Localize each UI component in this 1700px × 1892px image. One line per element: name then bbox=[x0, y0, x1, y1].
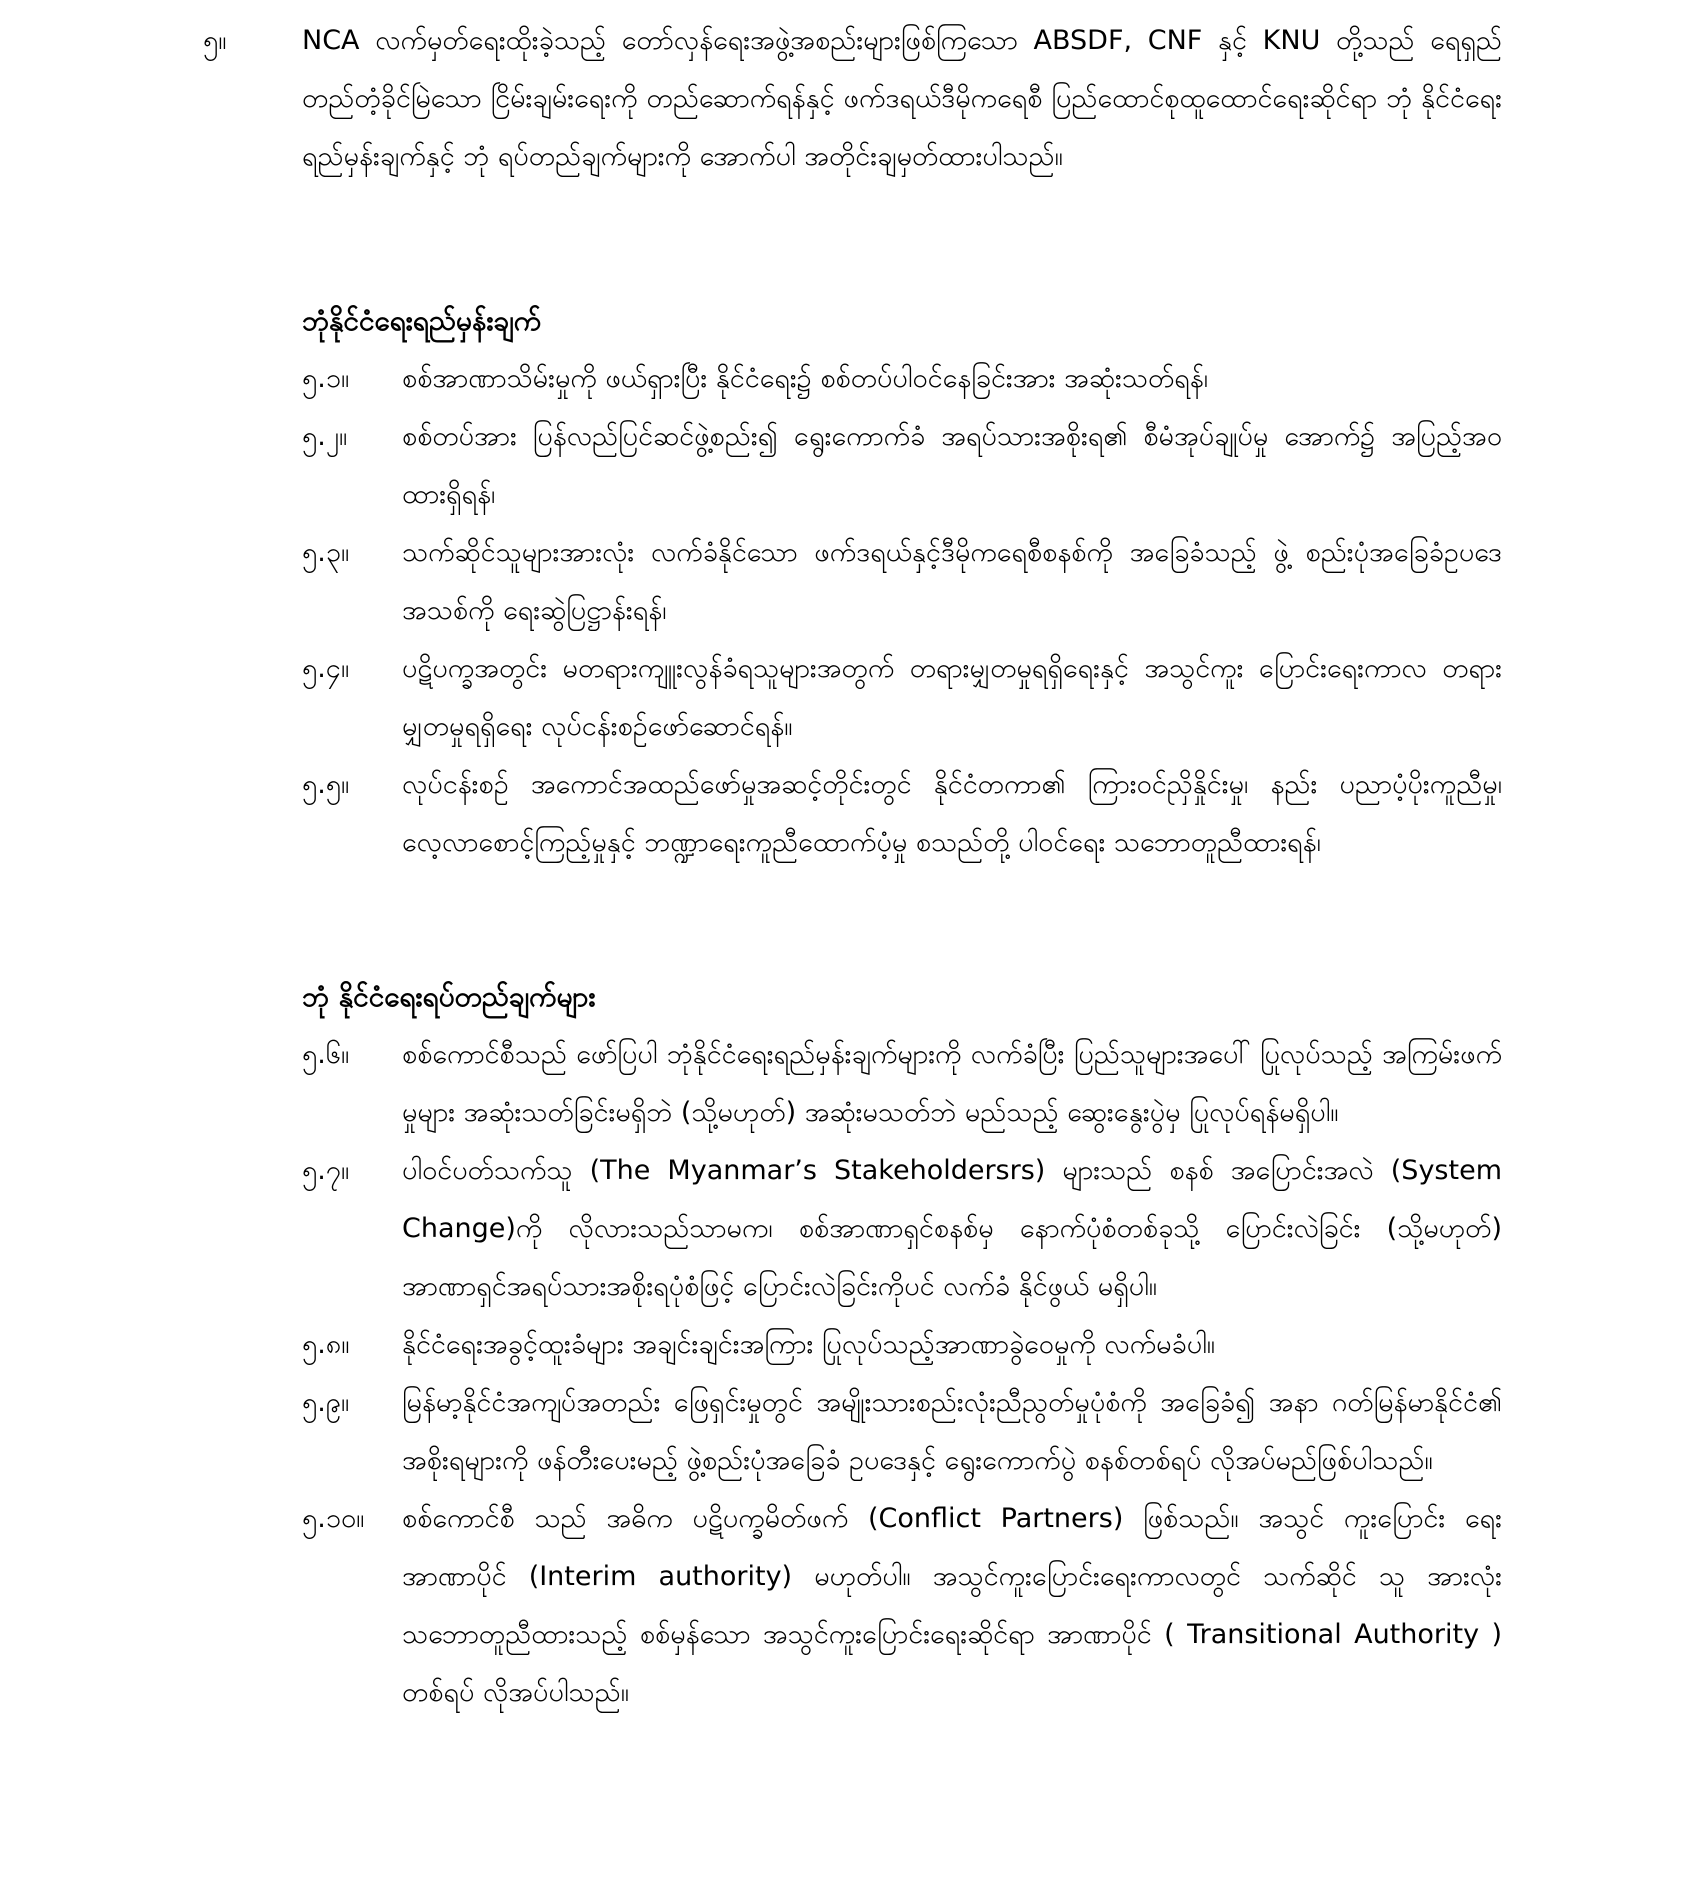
item-number: ၅.၃။ bbox=[302, 537, 350, 568]
list-item bbox=[302, 1142, 1502, 1316]
item-number: ၅.၈။ bbox=[302, 1329, 350, 1360]
item-text: စစ်ကောင်စီသည် ဖော်ပြပါ ဘုံနိုင်ငံရေးရည်မှန်းချက်များကို လက်ခံပြီး ပြည်သူများအပေါ် ပြုလုပ်သည့် အကြမ်းဖက်မှုများ အဆုံးသတ်ခြင်းမရှိဘဲ (သို့မဟုတ်) အဆုံးမသတ်ဘဲ မည်သည့် ဆွေးနွေးပွဲမှ ပြုလုပ်ရန်မရှိပါ။ bbox=[402, 1039, 1502, 1128]
section-intro-paragraph: NCA လက်မှတ်ရေးထိုးခဲ့သည့် တော်လှန်ရေးအဖွဲ့အစည်းများဖြစ်ကြသော ABSDF, CNF နှင့် KNU တို့သည် ရေရှည်တည်တံ့ခိုင်မြဲသော ငြိမ်းချမ်းရေးကို တည်ဆောက်ရန်နှင့် ဖက်ဒရယ်ဒီမိုကရေစီ ပြည်ထောင်စုထူထောင်ရေးဆိုင်ရာ ဘုံ နိုင်ငံရေးရည်မှန်းချက်နှင့် ဘုံ ရပ်တည်ချက်များကို အောက်ပါ အတိုင်းချမှတ်ထားပါသည်။ bbox=[302, 25, 1502, 172]
item-text: မြန်မာ့နိုင်ငံအကျပ်အတည်း ဖြေရှင်းမှုတွင် အမျိုးသားစည်းလုံးညီညွတ်မှုပုံစံကို အခြေခံ၍ အနာ ဂတ်မြန်မာနိုင်ငံ၏ အစိုးရများကို ဖန်တီးပေးမည့် ဖွဲ့စည်းပုံအခြေခံ ဥပဒေနှင့် ရွေးကောက်ပွဲ စနစ်တစ်ရပ် လိုအပ်မည်ဖြစ်ပါသည်။ bbox=[402, 1387, 1502, 1476]
common-political-goals-heading: ဘုံနိုင်ငံရေးရည်မှန်းချက် bbox=[302, 304, 542, 337]
item-text: လုပ်ငန်းစဉ် အကောင်အထည်ဖော်မှုအဆင့်တိုင်းတွင် နိုင်ငံတကာ၏ ကြားဝင်ညှိနှိုင်းမှု၊ နည်း ပညာပံ့ပိုးကူညီမှု၊ လေ့လာစောင့်ကြည့်မှုနှင့် ဘဏ္ဍာရေးကူညီထောက်ပံ့မှု စသည်တို့ ပါဝင်ရေး သဘောတူညီထားရန်၊ bbox=[402, 769, 1502, 858]
list-item bbox=[302, 524, 1502, 640]
item-text: သက်ဆိုင်သူများအားလုံး လက်ခံနိုင်သော ဖက်ဒရယ်နှင့်ဒီမိုကရေစီစနစ်ကို အခြေခံသည့် ဖွဲ့ စည်းပုံအခြေခံဥပဒေအသစ်ကို ရေးဆွဲပြဋ္ဌာန်းရန်၊ bbox=[402, 537, 1502, 626]
section-number: ၅။ bbox=[203, 25, 227, 56]
item-number: ၅.၁။ bbox=[302, 363, 350, 394]
item-text: စစ်တပ်အား ပြန်လည်ပြင်ဆင်ဖွဲ့စည်း၍ ရွေးကောက်ခံ အရပ်သားအစိုးရ၏ စီမံအုပ်ချုပ်မှု အောက်၌ အပြည့်အဝ ထားရှိရန်၊ bbox=[402, 421, 1502, 510]
list-item bbox=[302, 1316, 1502, 1374]
goals-list bbox=[302, 350, 1502, 872]
item-text: ပဋိပက္ခအတွင်း မတရားကျူးလွန်ခံရသူများအတွက် တရားမျှတမှုရရှိရေးနှင့် အသွင်ကူး ပြောင်းရေးကာလ တရားမျှတမှုရရှိရေး လုပ်ငန်းစဉ်ဖော်ဆောင်ရန်။ bbox=[402, 653, 1502, 742]
item-number: ၅.၆။ bbox=[302, 1039, 350, 1070]
list-item bbox=[302, 1374, 1502, 1490]
list-item bbox=[302, 640, 1502, 756]
item-text: စစ်ကောင်စီ သည် အဓိက ပဋိပက္ခမိတ်ဖက် (Conflict Partners) ဖြစ်သည်။ အသွင် ကူးပြောင်း ရေးအာဏာပိုင် (Interim authority) မဟုတ်ပါ။ အသွင်ကူးပြောင်းရေးကာလတွင် သက်ဆိုင် သူ အားလုံး သဘောတူညီထားသည့် စစ်မှန်သော အသွင်ကူးပြောင်းရေးဆိုင်ရာ အာဏာပိုင် ( Transitional Authority ) တစ်ရပ် လိုအပ်ပါသည်။ bbox=[402, 1503, 1502, 1708]
positions-list bbox=[302, 1026, 1502, 1722]
list-item bbox=[302, 408, 1502, 524]
item-number: ၅.၉။ bbox=[302, 1387, 350, 1418]
item-number: ၅.၂။ bbox=[302, 421, 348, 452]
item-text: ပါဝင်ပတ်သက်သူ (The Myanmar’s Stakeholdersrs) များသည် စနစ် အပြောင်းအလဲ (System Change)ကို လိုလားသည်သာမက၊ စစ်အာဏာရှင်စနစ်မှ နောက်ပုံစံတစ်ခုသို့ ပြောင်းလဲခြင်း (သို့မဟုတ်) အာဏာရှင်အရပ်သားအစိုးရပုံစံဖြင့် ပြောင်းလဲခြင်းကိုပင် လက်ခံ နိုင်ဖွယ် မရှိပါ။ bbox=[402, 1155, 1502, 1302]
item-number: ၅.၇။ bbox=[302, 1155, 350, 1186]
list-item bbox=[302, 350, 1502, 408]
list-item bbox=[302, 1490, 1502, 1722]
item-text: စစ်အာဏာသိမ်းမှုကို ဖယ်ရှားပြီး နိုင်ငံရေး၌ စစ်တပ်ပါဝင်နေခြင်းအား အဆုံးသတ်ရန်၊ bbox=[402, 363, 1208, 394]
item-number: ၅.၅။ bbox=[302, 769, 350, 800]
item-text: နိုင်ငံရေးအခွင့်ထူးခံများ အချင်းချင်းအကြား ပြုလုပ်သည့်အာဏာခွဲဝေမှုကို လက်မခံပါ။ bbox=[402, 1329, 1215, 1360]
list-item bbox=[302, 756, 1502, 872]
common-political-positions-heading: ဘုံ နိုင်ငံရေးရပ်တည်ချက်များ bbox=[302, 980, 596, 1013]
list-item bbox=[302, 1026, 1502, 1142]
item-number: ၅.၄။ bbox=[302, 653, 350, 684]
item-number: ၅.၁၀။ bbox=[302, 1503, 365, 1534]
